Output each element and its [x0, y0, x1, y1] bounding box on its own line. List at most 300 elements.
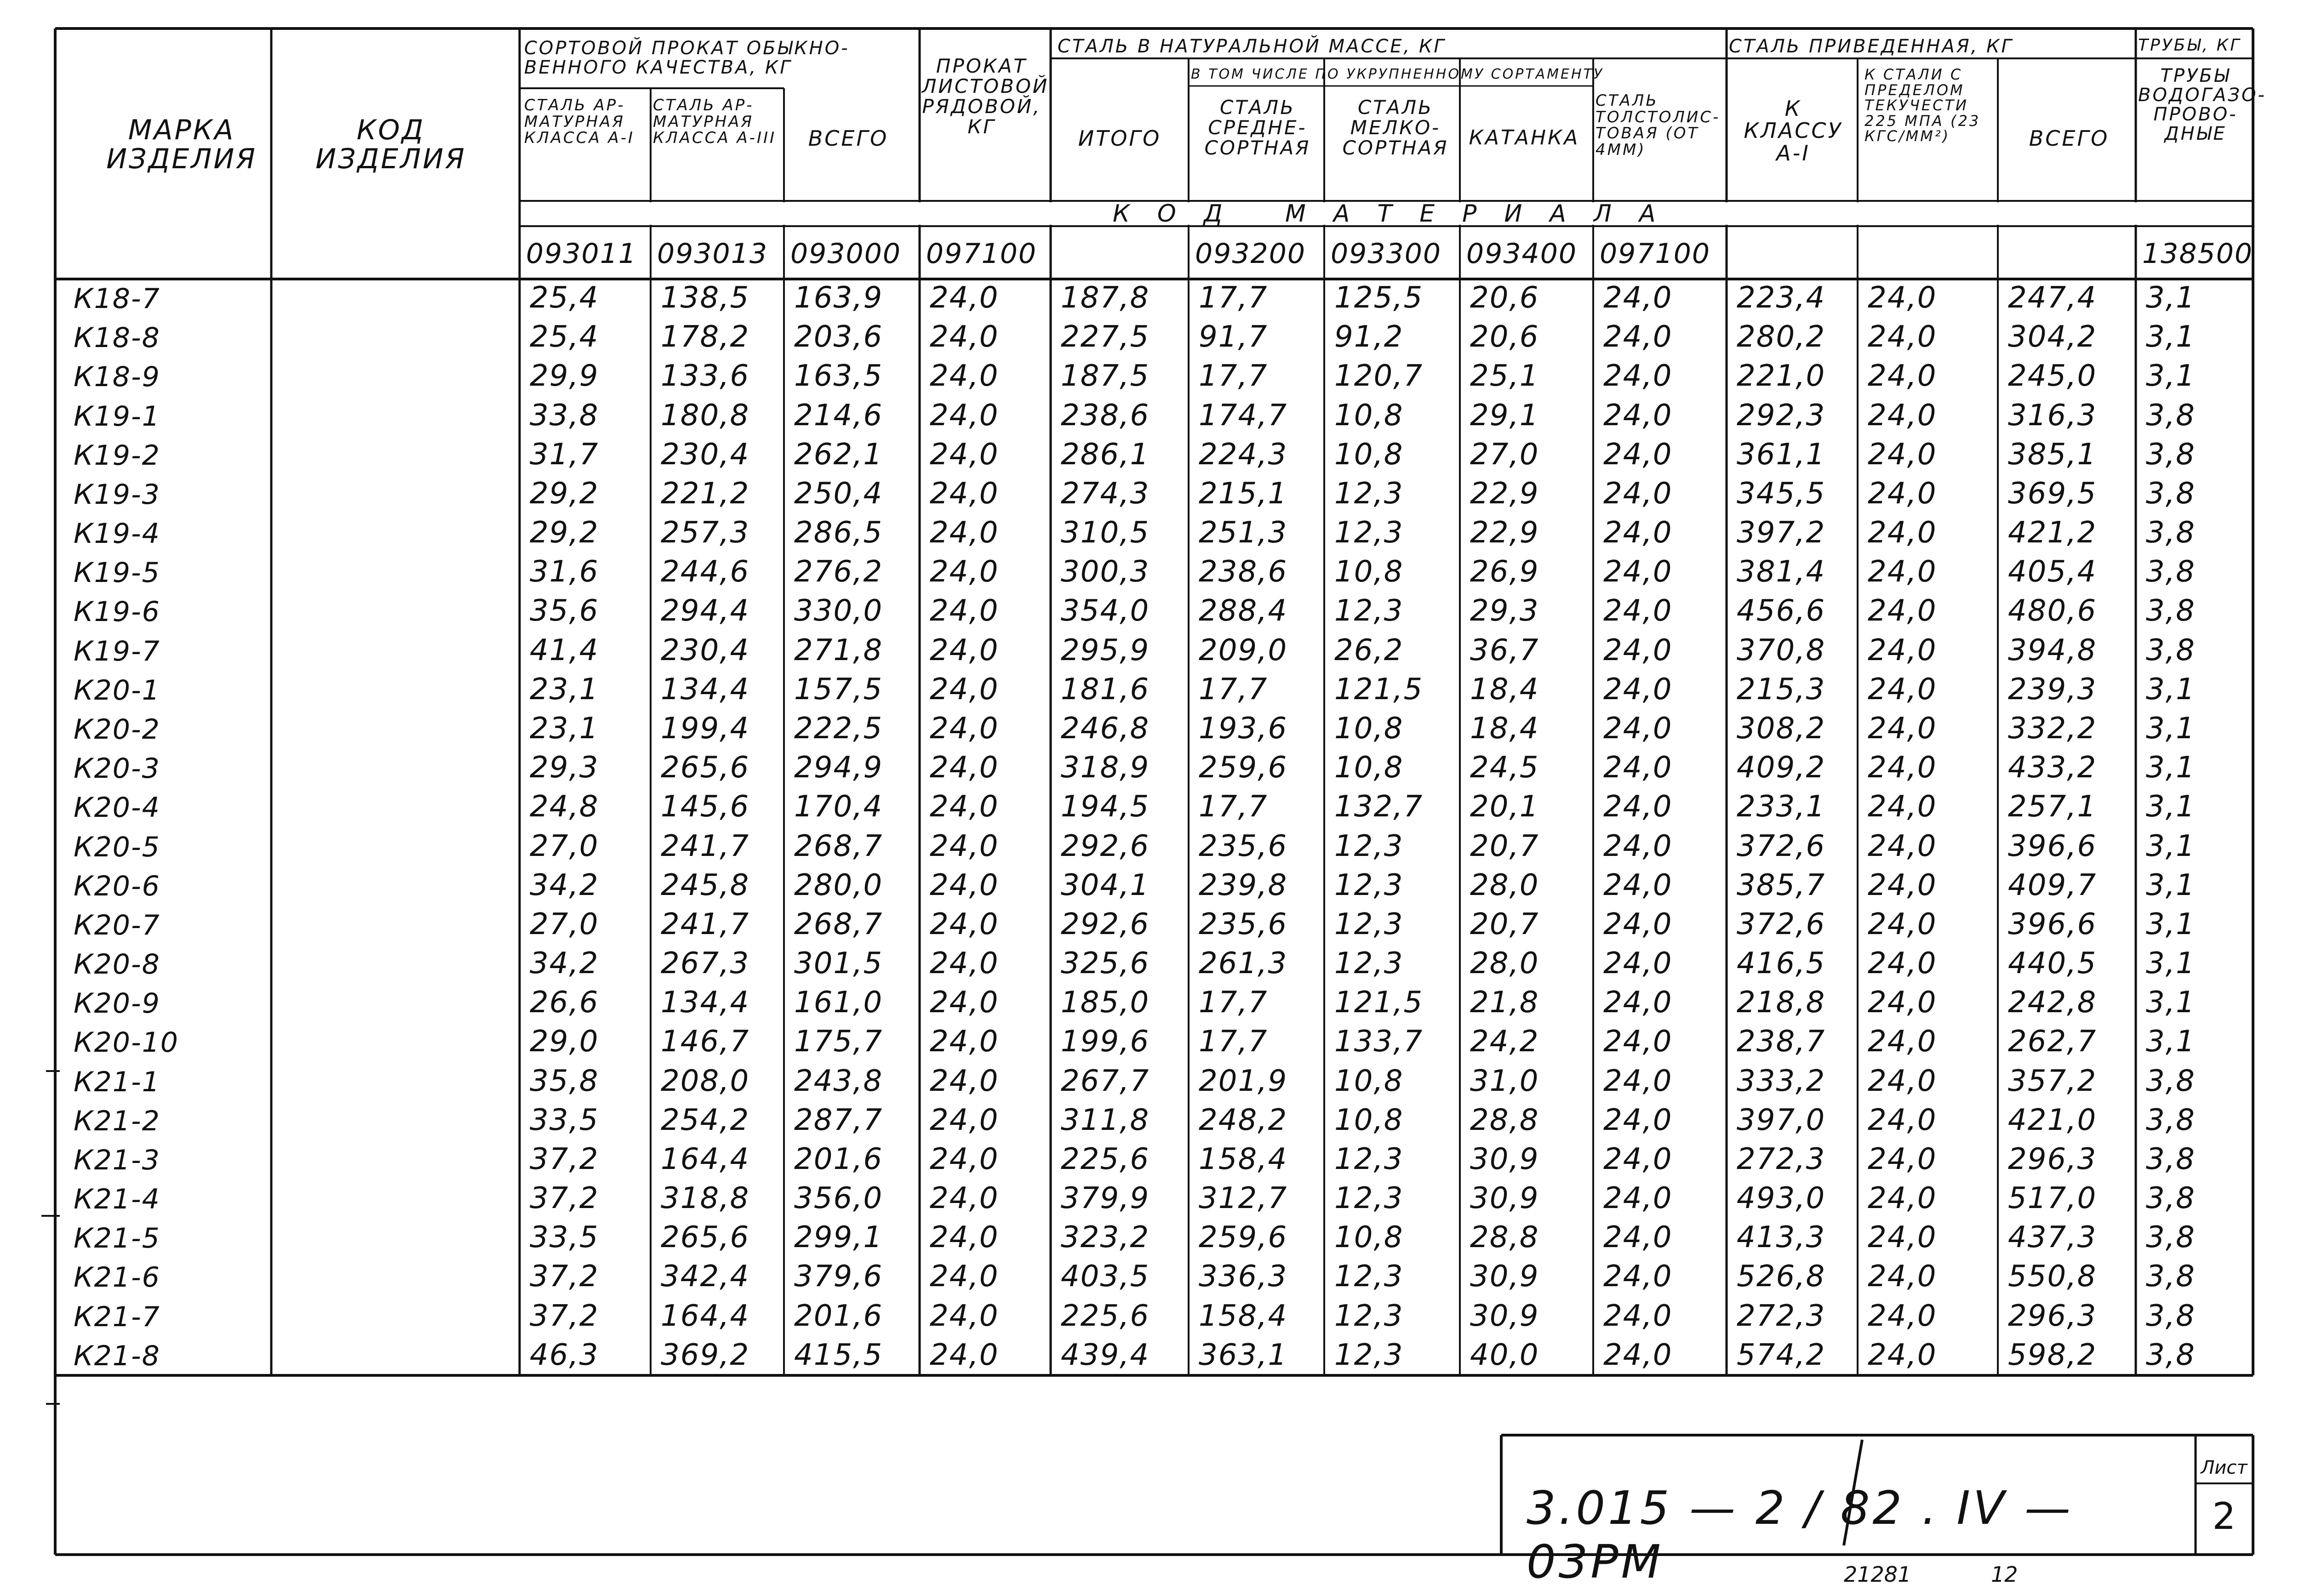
table-cell: 243,8 — [794, 1064, 883, 1098]
header-col-katanka: КАТАНКА — [1469, 126, 1580, 149]
table-cell: 333,2 — [1737, 1064, 1826, 1098]
table-cell: 24,0 — [930, 281, 999, 315]
table-cell: 91,2 — [1334, 320, 1404, 354]
table-cell: 24,0 — [1603, 1181, 1673, 1216]
table-cell: 268,7 — [794, 907, 883, 941]
table-cell: 242,8 — [2008, 986, 2097, 1020]
material-code-cell: 093200 — [1195, 238, 1306, 270]
table-cell: 221,2 — [661, 476, 750, 511]
table-cell: 3,8 — [2146, 1338, 2196, 1372]
table-cell: 265,6 — [661, 1220, 750, 1255]
table-cell: 517,0 — [2008, 1181, 2097, 1216]
table-cell: 24,0 — [1868, 516, 1937, 550]
table-cell: 257,1 — [2008, 790, 2097, 824]
table-cell: 24,0 — [930, 751, 999, 785]
table-cell: 310,5 — [1061, 516, 1150, 550]
table-cell: 3,1 — [2146, 672, 2196, 707]
table-cell: 3,1 — [2146, 1025, 2196, 1059]
table-cell: 3,8 — [2146, 594, 2196, 628]
table-cell: 145,6 — [661, 790, 750, 824]
table-cell: 379,6 — [794, 1260, 883, 1294]
table-cell: 24,0 — [930, 1025, 999, 1059]
table-cell: 24,0 — [1603, 281, 1673, 315]
table-cell: 267,7 — [1061, 1064, 1150, 1098]
table-cell: 23,1 — [530, 711, 599, 746]
table-cell: 24,0 — [1868, 1220, 1937, 1255]
table-cell: 233,1 — [1737, 790, 1826, 824]
table-cell: 235,6 — [1199, 907, 1288, 941]
table-cell: 17,7 — [1199, 790, 1268, 824]
table-cell: 194,5 — [1061, 790, 1150, 824]
table-cell: 34,2 — [530, 946, 599, 981]
table-cell: 295,9 — [1061, 633, 1150, 667]
table-cell: 178,2 — [661, 320, 750, 354]
table-cell: 372,6 — [1737, 907, 1826, 941]
table-cell: 3,8 — [2146, 1220, 2196, 1255]
table-cell: 24,0 — [1868, 946, 1937, 981]
table-cell: 286,1 — [1061, 437, 1150, 472]
table-cell: 12,3 — [1334, 829, 1404, 863]
table-cell: 292,6 — [1061, 907, 1150, 941]
table-cell: 27,0 — [530, 829, 599, 863]
row-mark-cell: К20-6 — [74, 870, 160, 902]
table-cell: 20,6 — [1470, 281, 1539, 315]
table-cell: 250,4 — [794, 476, 883, 511]
margin-tick — [46, 1403, 60, 1405]
table-cell: 24,0 — [1868, 281, 1937, 315]
table-cell: 22,9 — [1470, 476, 1539, 511]
row-mark-cell: К20-10 — [74, 1026, 179, 1059]
table-cell: 17,7 — [1199, 672, 1268, 707]
table-cell: 201,6 — [794, 1299, 883, 1333]
table-cell: 27,0 — [530, 907, 599, 941]
table-cell: 33,5 — [530, 1103, 599, 1137]
table-cell: 262,7 — [2008, 1025, 2097, 1059]
table-cell: 24,0 — [930, 1064, 999, 1098]
table-cell: 163,9 — [794, 281, 883, 315]
material-code-cell: 093400 — [1466, 238, 1578, 270]
table-cell: 18,4 — [1470, 711, 1539, 746]
table-cell: 361,1 — [1737, 437, 1826, 472]
table-cell: 24,0 — [1603, 437, 1673, 472]
row-mark-cell: К21-1 — [74, 1066, 160, 1098]
table-cell: 33,5 — [530, 1220, 599, 1255]
table-cell: 37,2 — [530, 1142, 599, 1176]
header-group-truby: ТРУБЫ, КГ — [2138, 36, 2242, 55]
table-cell: 17,7 — [1199, 986, 1268, 1020]
table-cell: 318,8 — [661, 1181, 750, 1216]
table-cell: 24,0 — [1868, 359, 1937, 393]
table-cell: 24,0 — [930, 986, 999, 1020]
table-cell: 28,0 — [1470, 868, 1539, 902]
header-col-melkosort: СТАЛЬ МЕЛКО-СОРТНАЯ — [1342, 96, 1449, 160]
table-cell: 238,7 — [1737, 1025, 1826, 1059]
table-cell: 24,0 — [1603, 1260, 1673, 1294]
table-cell: 24,0 — [1603, 1103, 1673, 1137]
material-code-cell: 093011 — [526, 238, 637, 270]
material-code-cell: 093013 — [657, 238, 768, 270]
row-mark-cell: К19-3 — [74, 478, 160, 511]
table-cell: 30,9 — [1470, 1142, 1539, 1176]
table-cell: 24,0 — [1868, 1025, 1937, 1059]
table-cell: 24,0 — [930, 1338, 999, 1372]
table-cell: 3,8 — [2146, 633, 2196, 667]
table-cell: 300,3 — [1061, 555, 1150, 589]
header-code: КОД ИЗДЕЛИЯ — [315, 114, 466, 175]
table-cell: 356,0 — [794, 1181, 883, 1216]
table-cell: 175,7 — [794, 1025, 883, 1059]
material-code-cell: 097100 — [926, 238, 1037, 270]
table-cell: 230,4 — [661, 633, 750, 667]
table-cell: 245,0 — [2008, 359, 2097, 393]
table-cell: 24,0 — [1868, 829, 1937, 863]
material-code-cell: 093300 — [1331, 238, 1442, 270]
table-cell: 3,8 — [2146, 1260, 2196, 1294]
table-cell: 299,1 — [794, 1220, 883, 1255]
table-cell: 3,8 — [2146, 1103, 2196, 1137]
table-cell: 259,6 — [1199, 1220, 1288, 1255]
table-cell: 381,4 — [1737, 555, 1826, 589]
table-cell: 405,4 — [2008, 555, 2097, 589]
table-cell: 254,2 — [661, 1103, 750, 1137]
table-cell: 323,2 — [1061, 1220, 1150, 1255]
table-cell: 247,4 — [2008, 281, 2097, 315]
table-cell: 526,8 — [1737, 1260, 1826, 1294]
table-cell: 31,0 — [1470, 1064, 1539, 1098]
table-cell: 24,0 — [930, 1299, 999, 1333]
table-cell: 550,8 — [2008, 1260, 2097, 1294]
table-cell: 330,0 — [794, 594, 883, 628]
table-cell: 3,1 — [2146, 359, 2196, 393]
table-cell: 276,2 — [794, 555, 883, 589]
table-cell: 3,1 — [2146, 281, 2196, 315]
table-cell: 308,2 — [1737, 711, 1826, 746]
table-cell: 433,2 — [2008, 751, 2097, 785]
table-cell: 24,0 — [1603, 986, 1673, 1020]
table-cell: 225,6 — [1061, 1299, 1150, 1333]
table-cell: 268,7 — [794, 829, 883, 863]
table-cell: 24,0 — [1603, 711, 1673, 746]
table-cell: 12,3 — [1334, 1181, 1404, 1216]
table-cell: 24,0 — [930, 555, 999, 589]
table-cell: 133,6 — [661, 359, 750, 393]
table-cell: 29,2 — [530, 516, 599, 550]
table-cell: 91,7 — [1199, 320, 1268, 354]
table-cell: 409,2 — [1737, 751, 1826, 785]
table-cell: 493,0 — [1737, 1181, 1826, 1216]
table-cell: 394,8 — [2008, 633, 2097, 667]
table-cell: 24,0 — [1868, 320, 1937, 354]
table-cell: 146,7 — [661, 1025, 750, 1059]
document-designation: 3.015 — 2 / 82 . IV — 03РМ — [1527, 1481, 2074, 1589]
table-cell: 225,6 — [1061, 1142, 1150, 1176]
table-cell: 267,3 — [661, 946, 750, 981]
sheet-label: Лист — [2201, 1457, 2248, 1478]
table-cell: 357,2 — [2008, 1064, 2097, 1098]
table-cell: 164,4 — [661, 1142, 750, 1176]
table-cell: 24,0 — [1868, 594, 1937, 628]
header-col-prokat: ПРОКАТ ЛИСТОВОЙ РЯДОВОЙ, КГ — [922, 55, 1049, 138]
table-cell: 24,0 — [1603, 476, 1673, 511]
table-cell: 12,3 — [1334, 868, 1404, 902]
row-mark-cell: К21-3 — [74, 1144, 160, 1176]
table-cell: 24,0 — [1603, 516, 1673, 550]
table-cell: 280,2 — [1737, 320, 1826, 354]
material-code-cell: 138500 — [2142, 238, 2253, 270]
row-mark-cell: К19-7 — [74, 635, 160, 667]
table-cell: 24,0 — [1603, 907, 1673, 941]
table-cell: 265,6 — [661, 751, 750, 785]
table-cell: 30,9 — [1470, 1181, 1539, 1216]
table-cell: 280,0 — [794, 868, 883, 902]
table-cell: 239,3 — [2008, 672, 2097, 707]
table-cell: 40,0 — [1470, 1338, 1539, 1372]
table-cell: 440,5 — [2008, 946, 2097, 981]
table-cell: 24,0 — [1868, 1181, 1937, 1216]
table-cell: 29,2 — [530, 476, 599, 511]
row-mark-cell: К20-1 — [74, 674, 160, 707]
table-cell: 224,3 — [1199, 437, 1288, 472]
table-cell: 480,6 — [2008, 594, 2097, 628]
table-cell: 24,0 — [1868, 672, 1937, 707]
row-mark-cell: К20-4 — [74, 792, 160, 824]
table-cell: 23,1 — [530, 672, 599, 707]
table-cell: 311,8 — [1061, 1103, 1150, 1137]
table-cell: 201,6 — [794, 1142, 883, 1176]
table-cell: 24,0 — [1603, 320, 1673, 354]
table-cell: 24,0 — [1603, 398, 1673, 433]
table-cell: 125,5 — [1334, 281, 1424, 315]
table-cell: 17,7 — [1199, 1025, 1268, 1059]
row-mark-cell: К19-6 — [74, 596, 160, 628]
table-cell: 259,6 — [1199, 751, 1288, 785]
table-cell: 24,0 — [1603, 672, 1673, 707]
table-cell: 24,0 — [930, 672, 999, 707]
table-cell: 35,8 — [530, 1064, 599, 1098]
table-cell: 28,8 — [1470, 1103, 1539, 1137]
header-col-vsego-2: ВСЕГО — [2029, 126, 2110, 151]
table-cell: 437,3 — [2008, 1220, 2097, 1255]
table-cell: 170,4 — [794, 790, 883, 824]
header-group-sortovoy: СОРТОВОЙ ПРОКАТ ОБЫКНО-ВЕННОГО КАЧЕСТВА, КГ — [524, 38, 850, 78]
table-cell: 385,7 — [1737, 868, 1826, 902]
table-cell: 24,0 — [1868, 1260, 1937, 1294]
table-cell: 37,2 — [530, 1181, 599, 1216]
table-cell: 287,7 — [794, 1103, 883, 1137]
row-mark-cell: К19-1 — [74, 400, 160, 433]
table-cell: 185,0 — [1061, 986, 1150, 1020]
table-cell: 24,0 — [1603, 946, 1673, 981]
table-cell: 24,0 — [1868, 555, 1937, 589]
table-cell: 132,7 — [1334, 790, 1424, 824]
table-cell: 24,0 — [1868, 907, 1937, 941]
row-mark-cell: К20-5 — [74, 831, 160, 863]
table-cell: 292,3 — [1737, 398, 1826, 433]
table-cell: 403,5 — [1061, 1260, 1150, 1294]
table-cell: 28,0 — [1470, 946, 1539, 981]
table-cell: 20,6 — [1470, 320, 1539, 354]
table-cell: 409,7 — [2008, 868, 2097, 902]
table-cell: 10,8 — [1334, 1064, 1404, 1098]
table-cell: 158,4 — [1199, 1299, 1288, 1333]
table-cell: 223,4 — [1737, 281, 1826, 315]
table-cell: 12,3 — [1334, 1299, 1404, 1333]
table-cell: 3,1 — [2146, 751, 2196, 785]
table-cell: 25,4 — [530, 281, 599, 315]
table-cell: 12,3 — [1334, 1260, 1404, 1294]
table-cell: 12,3 — [1334, 476, 1404, 511]
row-mark-cell: К21-2 — [74, 1105, 160, 1137]
table-cell: 239,8 — [1199, 868, 1288, 902]
table-cell: 244,6 — [661, 555, 750, 589]
table-cell: 199,4 — [661, 711, 750, 746]
row-mark-cell: К20-8 — [74, 948, 160, 981]
table-cell: 222,5 — [794, 711, 883, 746]
table-cell: 24,0 — [1603, 359, 1673, 393]
table-cell: 397,0 — [1737, 1103, 1826, 1137]
table-cell: 574,2 — [1737, 1338, 1826, 1372]
table-cell: 230,4 — [661, 437, 750, 472]
table-cell: 24,0 — [1603, 1025, 1673, 1059]
table-cell: 10,8 — [1334, 1103, 1404, 1137]
table-cell: 28,8 — [1470, 1220, 1539, 1255]
table-cell: 246,8 — [1061, 711, 1150, 746]
table-cell: 272,3 — [1737, 1142, 1826, 1176]
header-col-a1: СТАЛЬ АР-МАТУРНАЯ КЛАССА А-I — [524, 96, 635, 148]
table-cell: 31,7 — [530, 437, 599, 472]
table-cell: 24,0 — [930, 829, 999, 863]
table-cell: 24,0 — [1868, 711, 1937, 746]
row-mark-cell: К18-9 — [74, 361, 160, 393]
table-cell: 22,9 — [1470, 516, 1539, 550]
table-cell: 24,0 — [1603, 1220, 1673, 1255]
table-cell: 294,9 — [794, 751, 883, 785]
table-cell: 193,6 — [1199, 711, 1288, 746]
table-cell: 24,0 — [930, 1142, 999, 1176]
table-cell: 17,7 — [1199, 359, 1268, 393]
row-mark-cell: К21-7 — [74, 1300, 160, 1333]
table-cell: 215,1 — [1199, 476, 1288, 511]
table-cell: 3,8 — [2146, 555, 2196, 589]
table-cell: 120,7 — [1334, 359, 1424, 393]
table-cell: 138,5 — [661, 281, 750, 315]
table-cell: 24,0 — [930, 594, 999, 628]
table-cell: 30,9 — [1470, 1260, 1539, 1294]
table-cell: 24,0 — [1868, 1338, 1937, 1372]
table-cell: 34,2 — [530, 868, 599, 902]
table-cell: 134,4 — [661, 672, 750, 707]
table-cell: 439,4 — [1061, 1338, 1150, 1372]
table-cell: 24,0 — [930, 1181, 999, 1216]
header-col-k-stali: К СТАЛИ С ПРЕДЕЛОМ ТЕКУЧЕСТИ 225 МПА (23 КГС/ММ²) — [1864, 66, 1981, 145]
table-cell: 29,3 — [530, 751, 599, 785]
row-mark-cell: К21-4 — [74, 1183, 160, 1216]
table-cell: 262,1 — [794, 437, 883, 472]
table-cell: 25,4 — [530, 320, 599, 354]
table-cell: 24,0 — [1868, 1142, 1937, 1176]
table-cell: 370,8 — [1737, 633, 1826, 667]
table-cell: 24,0 — [930, 516, 999, 550]
header-col-a3: СТАЛЬ АР-МАТУРНАЯ КЛАССА А-III — [653, 96, 777, 148]
table-cell: 294,4 — [661, 594, 750, 628]
table-cell: 10,8 — [1334, 437, 1404, 472]
table-cell: 180,8 — [661, 398, 750, 433]
table-cell: 20,7 — [1470, 829, 1539, 863]
table-cell: 214,6 — [794, 398, 883, 433]
table-cell: 3,1 — [2146, 946, 2196, 981]
table-cell: 369,5 — [2008, 476, 2097, 511]
table-cell: 24,0 — [930, 946, 999, 981]
table-cell: 10,8 — [1334, 711, 1404, 746]
table-cell: 24,2 — [1470, 1025, 1539, 1059]
table-cell: 25,1 — [1470, 359, 1539, 393]
table-cell: 24,0 — [1603, 790, 1673, 824]
table-cell: 30,9 — [1470, 1299, 1539, 1333]
row-mark-cell: К20-7 — [74, 909, 160, 941]
table-cell: 24,0 — [1603, 1064, 1673, 1098]
table-cell: 24,0 — [1603, 829, 1673, 863]
table-cell: 121,5 — [1334, 986, 1424, 1020]
margin-tick — [46, 1070, 60, 1072]
table-cell: 29,0 — [530, 1025, 599, 1059]
table-cell: 209,0 — [1199, 633, 1288, 667]
table-cell: 24,0 — [1868, 633, 1937, 667]
sheet-number: 2 — [2212, 1495, 2236, 1538]
table-cell: 301,5 — [794, 946, 883, 981]
header-group-privedennaya: СТАЛЬ ПРИВЕДЕННАЯ, КГ — [1729, 36, 2013, 57]
table-cell: 3,8 — [2146, 1142, 2196, 1176]
table-cell: 3,1 — [2146, 790, 2196, 824]
table-cell: 598,2 — [2008, 1338, 2097, 1372]
table-cell: 24,0 — [1868, 1064, 1937, 1098]
table-cell: 379,9 — [1061, 1181, 1150, 1216]
table-cell: 134,4 — [661, 986, 750, 1020]
table-cell: 12,3 — [1334, 907, 1404, 941]
table-cell: 24,0 — [930, 633, 999, 667]
table-cell: 257,3 — [661, 516, 750, 550]
table-cell: 26,2 — [1334, 633, 1404, 667]
table-cell: 248,2 — [1199, 1103, 1288, 1137]
table-cell: 201,9 — [1199, 1064, 1288, 1098]
table-cell: 221,0 — [1737, 359, 1826, 393]
table-cell: 36,7 — [1470, 633, 1539, 667]
table-cell: 456,6 — [1737, 594, 1826, 628]
table-cell: 3,8 — [2146, 1181, 2196, 1216]
row-mark-cell: К21-6 — [74, 1261, 160, 1294]
table-cell: 241,7 — [661, 907, 750, 941]
table-cell: 158,4 — [1199, 1142, 1288, 1176]
table-cell: 181,6 — [1061, 672, 1150, 707]
table-cell: 26,9 — [1470, 555, 1539, 589]
table-cell: 24,0 — [930, 1220, 999, 1255]
header-subgroup-ukrup: В ТОМ ЧИСЛЕ ПО УКРУПНЕННОМУ СОРТАМЕНТУ — [1191, 66, 1604, 82]
table-cell: 3,1 — [2146, 829, 2196, 863]
table-cell: 199,6 — [1061, 1025, 1150, 1059]
table-cell: 133,7 — [1334, 1025, 1424, 1059]
table-cell: 3,8 — [2146, 398, 2196, 433]
table-cell: 372,6 — [1737, 829, 1826, 863]
table-cell: 24,0 — [930, 868, 999, 902]
table-cell: 272,3 — [1737, 1299, 1826, 1333]
row-mark-cell: К20-3 — [74, 752, 160, 785]
table-cell: 29,9 — [530, 359, 599, 393]
row-mark-cell: К19-2 — [74, 439, 160, 472]
table-cell: 29,1 — [1470, 398, 1539, 433]
table-cell: 24,0 — [1868, 437, 1937, 472]
table-cell: 227,5 — [1061, 320, 1150, 354]
table-cell: 318,9 — [1061, 751, 1150, 785]
table-cell: 3,1 — [2146, 907, 2196, 941]
